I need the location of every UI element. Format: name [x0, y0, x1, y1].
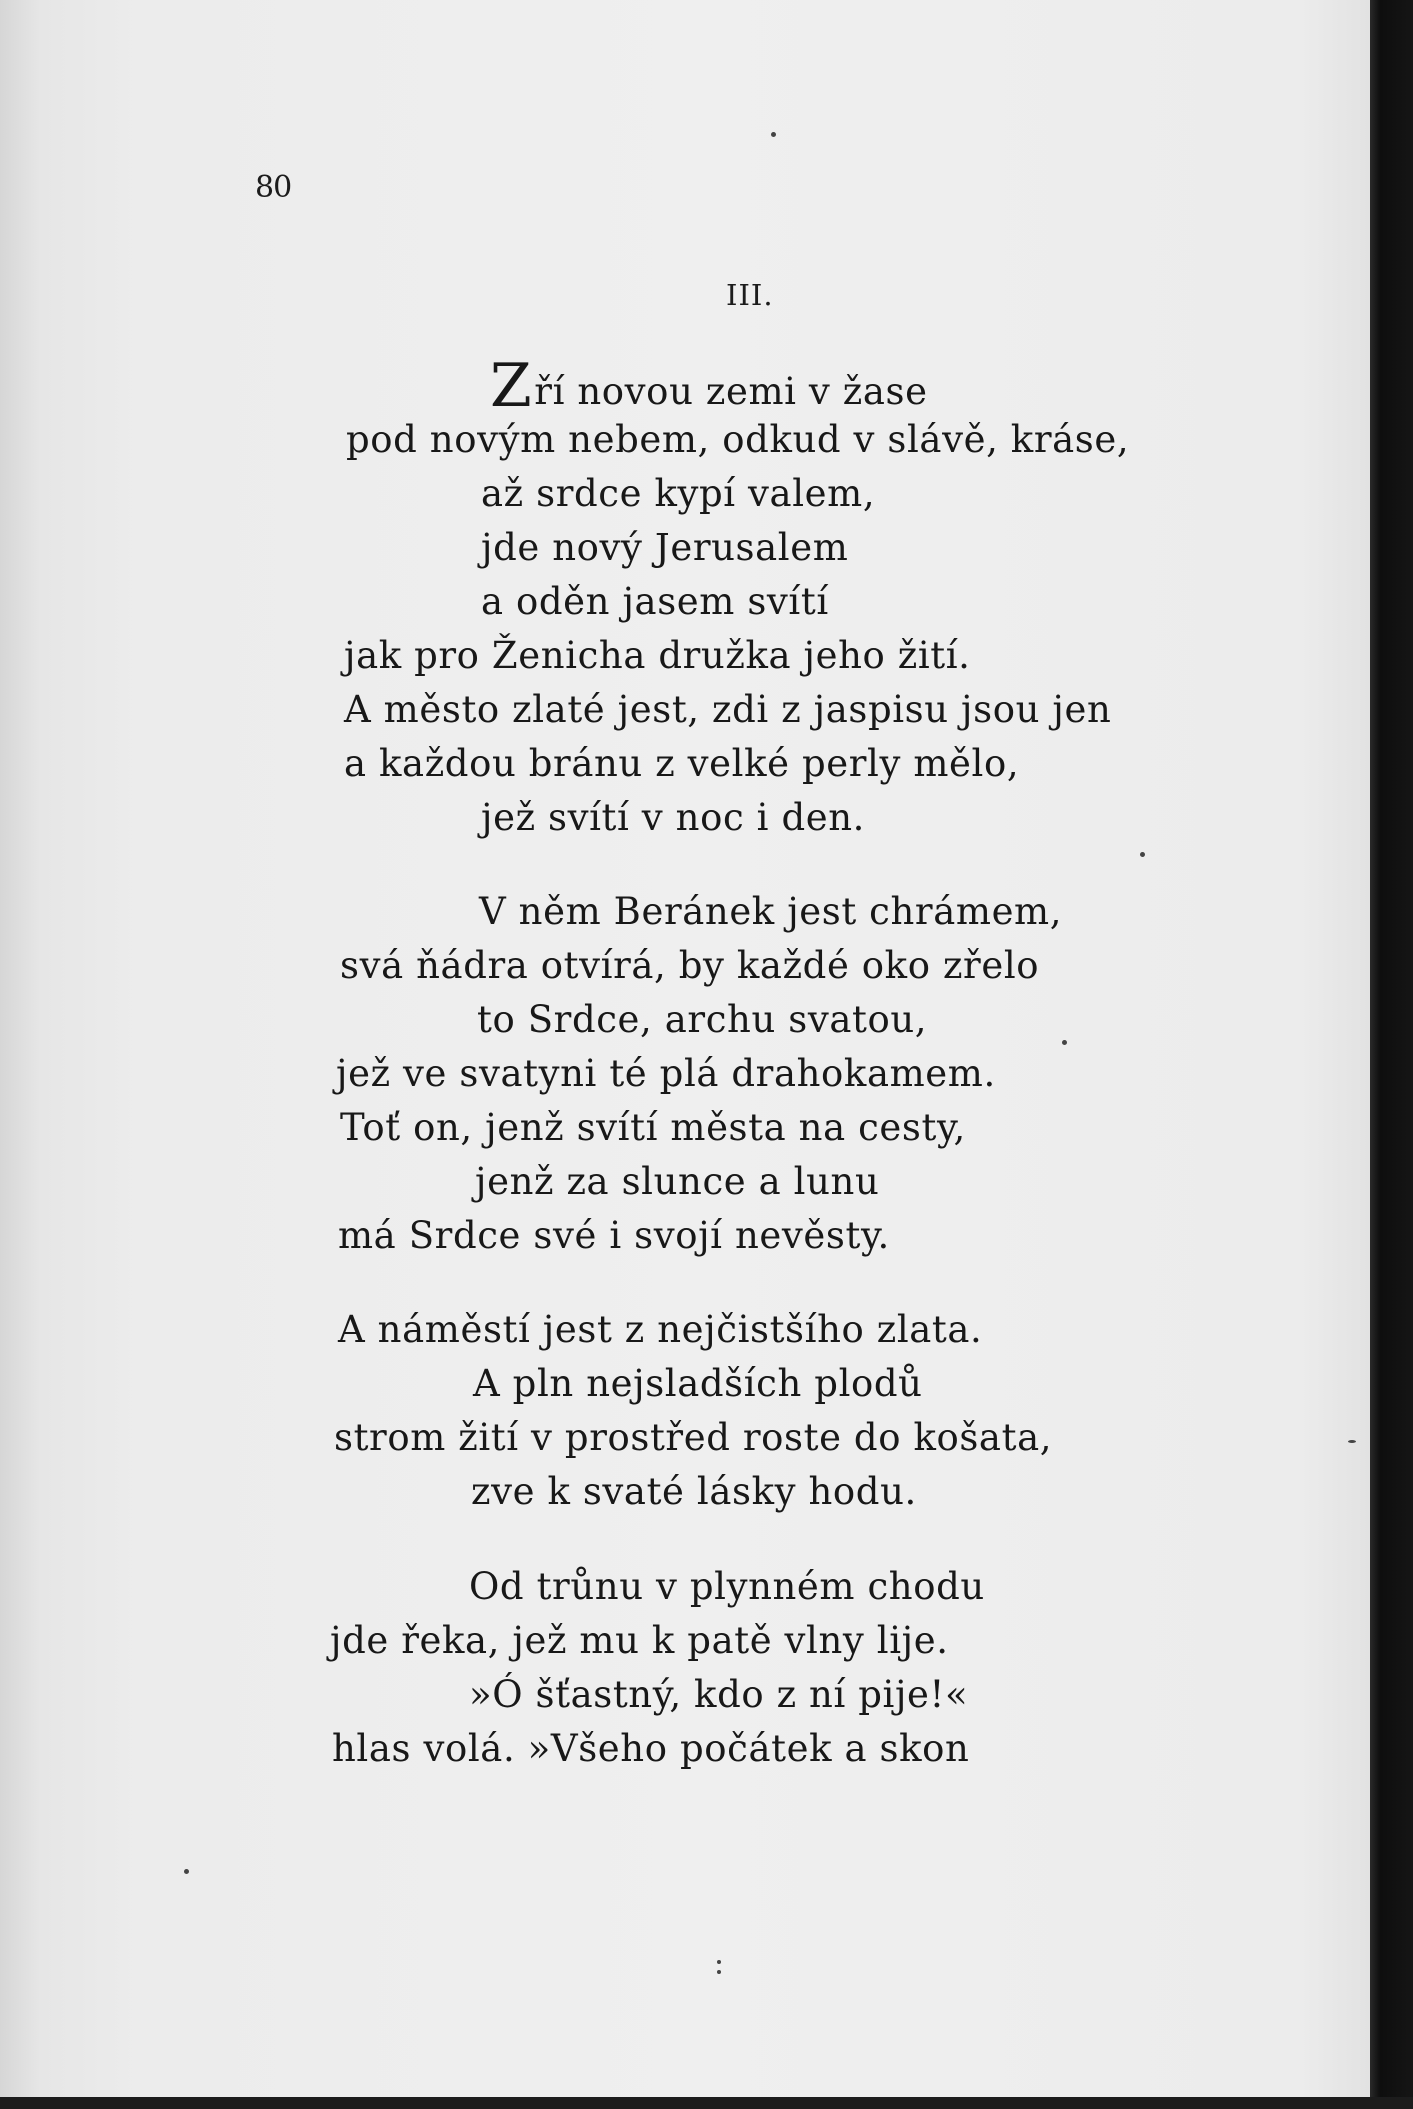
- scan-speck: [717, 1970, 721, 1974]
- page-number: 80: [255, 170, 292, 205]
- poem-line: Toť on, jenž svítí města na cesty,: [340, 1106, 966, 1149]
- scan-speck: [1348, 1440, 1356, 1443]
- poem-line: jež ve svatyni té plá drahokamem.: [336, 1052, 996, 1095]
- poem-line: pod novým nebem, odkud v slávě, kráse,: [346, 418, 1130, 461]
- scan-speck: [717, 1960, 721, 1964]
- poem-line: Zří novou zemi v žase: [490, 351, 928, 421]
- scan-speck: [184, 1869, 189, 1874]
- scan-edge-right: [1370, 0, 1413, 2109]
- scan-edge-bottom: [0, 2097, 1413, 2109]
- poem-line: až srdce kypí valem,: [481, 472, 876, 515]
- scan-speck: [1140, 852, 1145, 857]
- scan-speck: [1062, 1040, 1067, 1045]
- poem-line: A pln nejsladších plodů: [473, 1362, 923, 1405]
- poem-line: jež svítí v noc i den.: [481, 796, 866, 839]
- poem-line: má Srdce své i svojí nevěsty.: [338, 1214, 890, 1257]
- poem-line: a oděn jasem svítí: [481, 580, 829, 623]
- poem-line: svá ňádra otvírá, by každé oko zřelo: [340, 944, 1040, 987]
- poem-line: strom žití v prostřed roste do košata,: [334, 1416, 1053, 1459]
- poem-line: V něm Beránek jest chrámem,: [479, 890, 1063, 933]
- drop-cap: Z: [490, 351, 533, 421]
- poem-line: Od trůnu v plynném chodu: [469, 1565, 985, 1608]
- poem-line: jde řeka, jež mu k patě vlny lije.: [330, 1619, 949, 1662]
- poem-line: hlas volá. »Všeho počátek a skon: [332, 1727, 970, 1770]
- scan-speck: [771, 132, 776, 137]
- poem-line: A náměstí jest z nejčistšího zlata.: [338, 1308, 983, 1351]
- section-heading: III.: [726, 278, 774, 312]
- poem-line: jenž za slunce a lunu: [475, 1160, 880, 1203]
- poem-line: A město zlaté jest, zdi z jaspisu jsou jen: [344, 688, 1112, 731]
- poem-line: a každou bránu z velké perly mělo,: [344, 742, 1020, 785]
- poem-line: jak pro Ženicha družka jeho žití.: [344, 634, 971, 677]
- poem-line: jde nový Jerusalem: [481, 526, 849, 569]
- poem-line: »Ó šťastný, kdo z ní pije!«: [469, 1673, 969, 1716]
- poem-line: zve k svaté lásky hodu.: [471, 1470, 917, 1513]
- poem-line: to Srdce, archu svatou,: [477, 998, 928, 1041]
